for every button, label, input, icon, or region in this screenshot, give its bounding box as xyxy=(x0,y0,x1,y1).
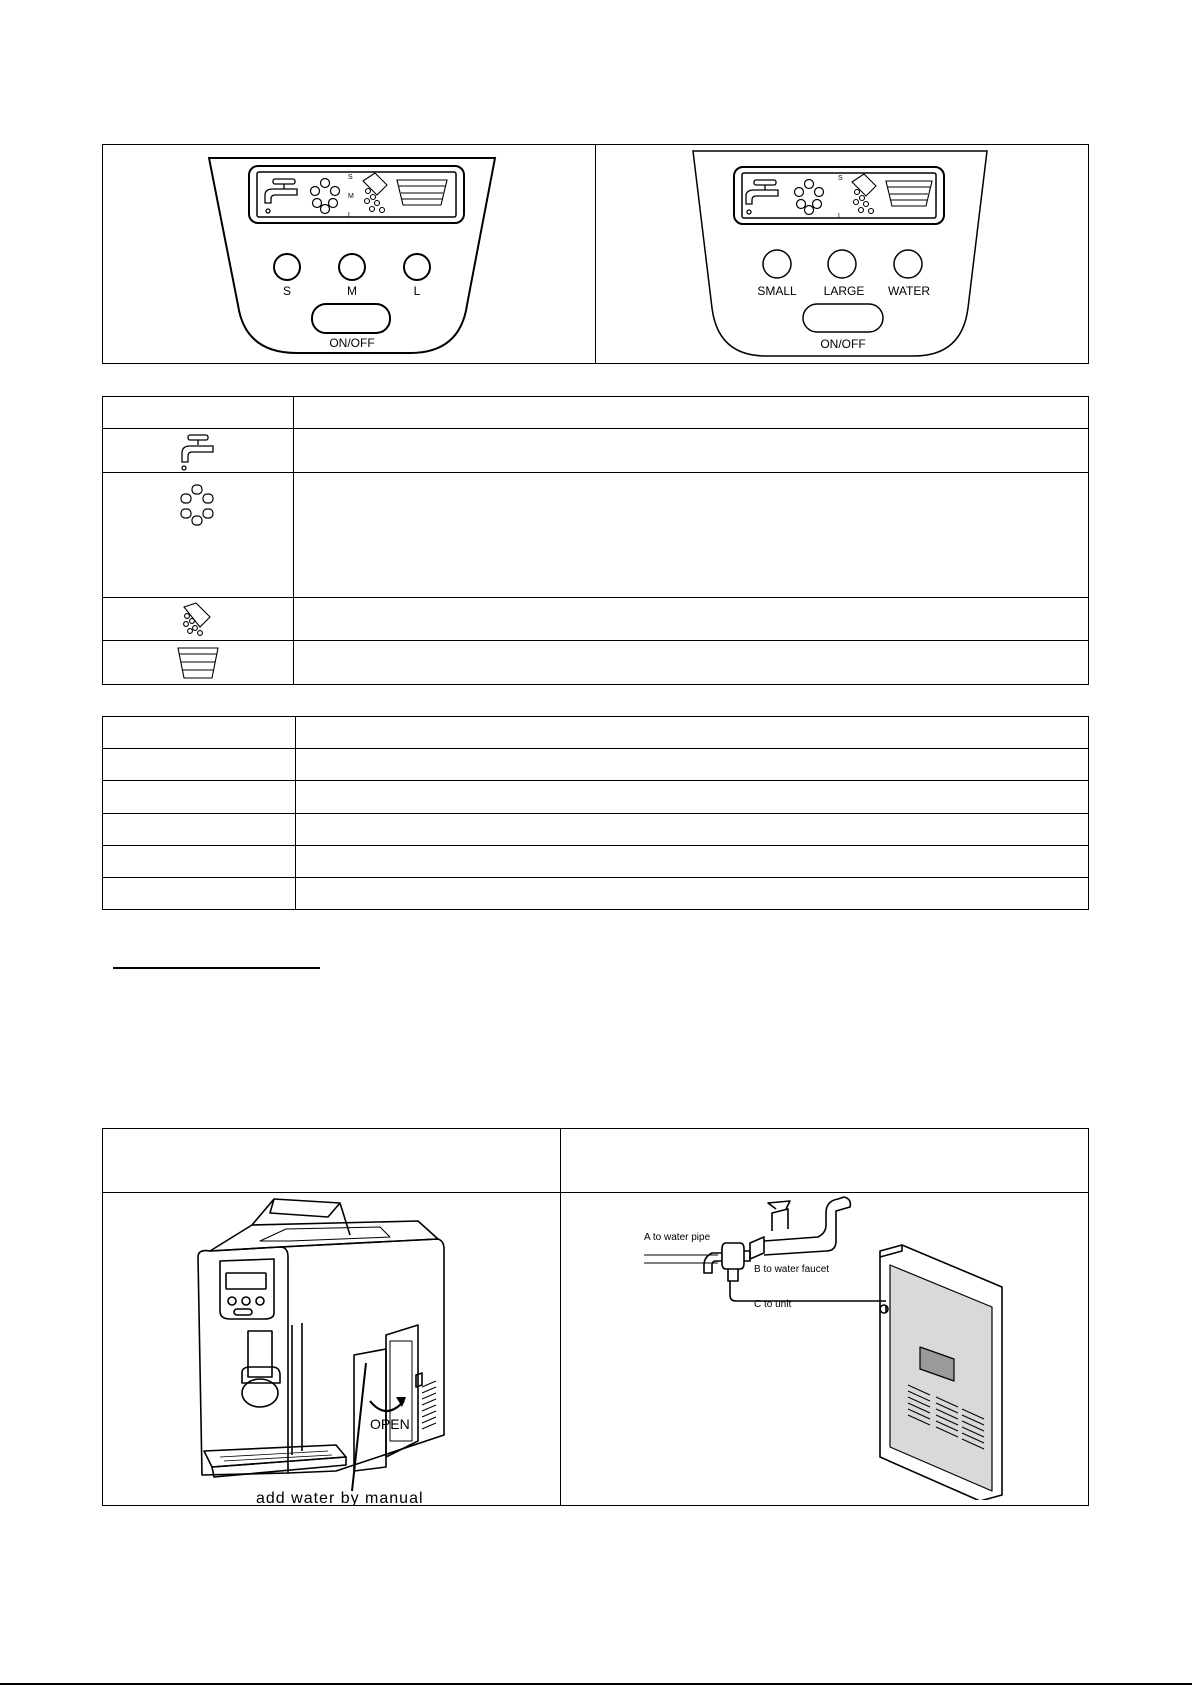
ice-maker-illustration xyxy=(190,1195,480,1505)
display-ice-basket-icon xyxy=(397,180,447,205)
label-a-water-pipe: A to water pipe xyxy=(644,1232,711,1243)
indicator-row-3 xyxy=(295,599,1085,637)
key-table-rule-3 xyxy=(102,813,1089,814)
button-s[interactable] xyxy=(274,254,300,280)
key-table-rule-1 xyxy=(102,748,1089,749)
faucet-hookup-illustration xyxy=(640,1195,1020,1500)
water-supply-col-divider xyxy=(560,1128,561,1506)
display-ice-full-icon xyxy=(363,173,387,213)
water-supply-header-rule xyxy=(102,1192,1089,1193)
key-table-rule-5 xyxy=(102,877,1089,878)
label-c-to-unit: C to unit xyxy=(754,1299,792,1310)
indicator-table-col-divider xyxy=(293,396,294,685)
indicator-table-rule-4 xyxy=(102,640,1089,641)
display-ice-cube-icon-right xyxy=(795,180,824,215)
button-m[interactable] xyxy=(339,254,365,280)
indicator-letter-l: L xyxy=(348,212,352,219)
button-water[interactable] xyxy=(894,250,922,278)
button-large[interactable] xyxy=(828,250,856,278)
water-tap-icon xyxy=(175,432,221,474)
add-water-label: add water by manual xyxy=(256,1490,424,1505)
indicator-letter-l-right: L xyxy=(838,213,842,220)
indicator-letter-s: S xyxy=(348,174,353,181)
button-large-label: LARGE xyxy=(823,284,865,298)
display-water-tap-icon xyxy=(265,179,297,213)
control-panel-left xyxy=(205,155,500,355)
display-ice-cube-icon xyxy=(311,179,340,214)
button-l[interactable] xyxy=(404,254,430,280)
power-button-left[interactable] xyxy=(312,304,390,333)
indicator-row-4 xyxy=(295,642,1085,682)
power-button-right[interactable] xyxy=(803,304,883,332)
key-table-rule-4 xyxy=(102,845,1089,846)
display-ice-basket-icon-right xyxy=(886,181,932,206)
button-small[interactable] xyxy=(763,250,791,278)
button-s-label: S xyxy=(282,284,292,298)
figure-divider xyxy=(595,144,596,364)
button-water-label: WATER xyxy=(888,284,930,298)
indicator-table-rule-1 xyxy=(102,428,1089,429)
button-m-label: M xyxy=(347,284,357,298)
label-b-water-faucet: B to water faucet xyxy=(754,1264,830,1275)
indicator-table-rule-3 xyxy=(102,597,1089,598)
indicator-table-rule-2 xyxy=(102,472,1089,473)
indicator-row-2 xyxy=(295,474,1085,594)
ice-basket-icon xyxy=(176,645,220,681)
indicator-letter-m: M xyxy=(348,193,354,200)
display-water-tap-icon-right xyxy=(746,180,778,214)
indicator-row-1 xyxy=(295,430,1085,470)
open-caption: OPEN xyxy=(370,1416,410,1432)
control-panel-right xyxy=(690,148,990,358)
display-ice-full-icon-right xyxy=(852,174,876,214)
ice-full-icon xyxy=(178,601,214,637)
section-heading-underline xyxy=(113,967,320,969)
button-l-label: L xyxy=(413,284,421,298)
power-label-left: ON/OFF xyxy=(329,336,375,350)
power-label-right: ON/OFF xyxy=(820,337,866,351)
indicator-letter-s-right: S xyxy=(838,175,843,182)
key-table-rule-2 xyxy=(102,780,1089,781)
ice-cube-icon xyxy=(176,482,218,528)
button-small-label: SMALL xyxy=(757,284,797,298)
